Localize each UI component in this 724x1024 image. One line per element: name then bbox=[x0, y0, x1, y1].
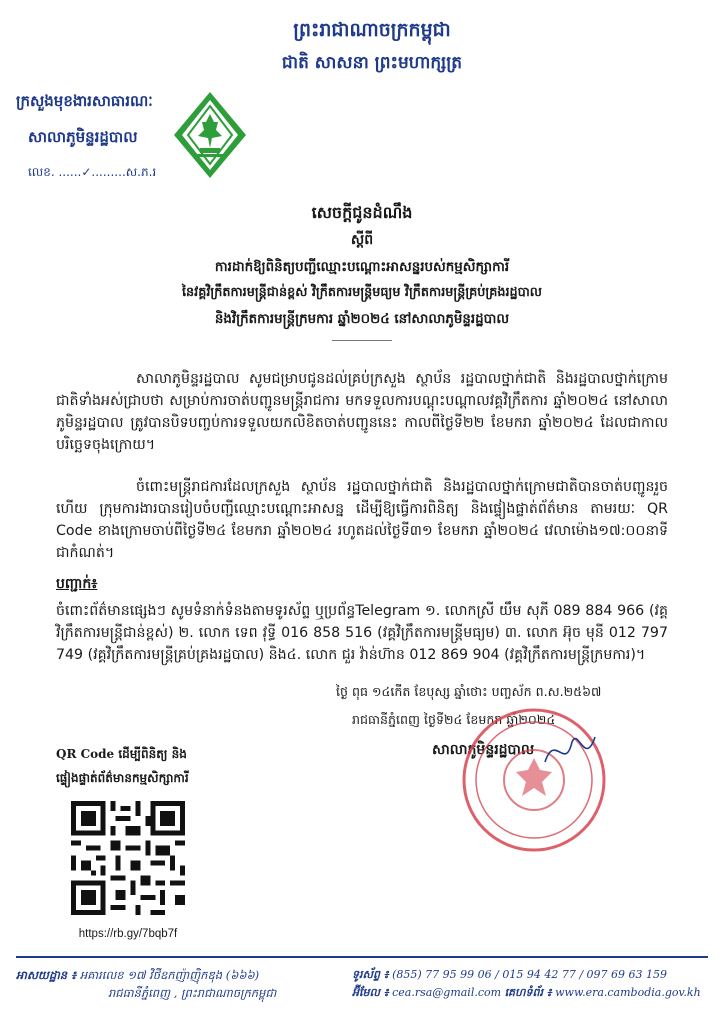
qr-code-image[interactable] bbox=[66, 796, 190, 920]
note-paragraph: ចំពោះព័ត៌មានផ្សេងៗ សូមទំនាក់ទំនងតាមទូរស័ព្ទ ឬប្រព័ន្ធTelegram ១. លោកស្រី យឹម សុភី 089 884 966 (វគ្គវិក្រឹតការមន្ត្រីជាន់ខ្ពស់) ២. លោក ទេព វុទ្ធី 016 858 516 (វគ្គវិក្រឹតការមន្ត្រីមធ្យម) ៣. លោក អ៊ុច មុនី 012 797 749 (វគ្គវិក្រឹតការមន្ត្រីគ្រប់គ្រងរដ្ឋបាល) និង៤. លោក ជួរ វ៉ាន់ហ៊ាន 012 869 904 (វគ្គវិក្រឹតការមន្ត្រីក្រមការ)។ bbox=[56, 603, 668, 663]
qr-url-link[interactable]: https://rb.gy/7bqb7f bbox=[78, 928, 178, 940]
email-link[interactable]: cea.rsa@gmail.com bbox=[392, 986, 502, 999]
kingdom-heading: ព្រះរាជាណាចក្រកម្ពុជា bbox=[293, 19, 451, 41]
website-link[interactable]: www.era.cambodia.gov.kh bbox=[555, 986, 701, 999]
school-logo bbox=[172, 90, 248, 180]
body-paragraph-1: សាលាភូមិន្ទរដ្ឋបាល សូមជម្រាបជូនដល់គ្រប់ក្រសួង ស្ថាប័ន រដ្ឋបាលថ្នាក់ជាតិ និងរដ្ឋបាលថ្នាក់ក្រោមជាតិទាំងអស់ជ្រាបថា សម្រាប់ការចាត់បញ្ជូនមន្ត្រីរាជការ មកទទួលការបណ្តុះបណ្តាលវគ្គវិក្រឹតការ ឆ្នាំ២០២៤ នៅសាលាភូមិន្ទរដ្ឋបាល ត្រូវបានបិទបញ្ចប់ការទទួលយកលិខិតចាត់បញ្ជូននេះ កាលពីថ្ងៃទី២២ ខែមករា ឆ្នាំ២០២៤ ដែលជាកាលបរិច្ឆេទចុងក្រោយ។ bbox=[56, 371, 668, 453]
notice-title: សេចក្តីជូនដំណឹង bbox=[311, 203, 413, 222]
notice-subject-line-1: ការដាក់ឱ្យពិនិត្យបញ្ជីឈ្មោះបណ្តោះអាសន្នរបស់កម្មសិក្សាការី bbox=[214, 259, 510, 275]
address-line-2: រាជធានីភ្នំពេញ , ព្រះរាជាណាចក្រកម្ពុជា bbox=[108, 986, 277, 1000]
body-paragraph-2: ចំពោះមន្ត្រីរាជការដែលក្រសួង ស្ថាប័ន រដ្ឋបាលថ្នាក់ជាតិ និងរដ្ឋបាលថ្នាក់ក្រោមជាតិបានចាត់បញ្ជូនរួចហើយ ក្រុមការងារបានរៀបចំបញ្ជីឈ្មោះបណ្តោះអាសន្ន ដើម្បីឱ្យធ្វើការពិនិត្យ និងផ្ទៀងផ្ទាត់ព័ត៌មាន តាមរយៈ QR Code ខាងក្រោមចាប់ពីថ្ងៃទី២៤ ខែមករា ឆ្នាំ២០២៤ រហូតដល់ថ្ងៃទី៣១ ខែមករា ឆ្នាំ២០២៤ វេលាម៉ោង១៧:០០នាទីជាកំណត់។ bbox=[56, 479, 668, 561]
phone-numbers: (855) 77 95 99 06 / 015 94 42 77 / 097 69 63 159 bbox=[392, 968, 667, 981]
lunar-date: ថ្ងៃ ពុធ ១៤កើត ខែបុស្ស ឆ្នាំថោះ បញ្ចស័ក ព.ស.២៥៦៧ bbox=[336, 684, 602, 699]
title-divider bbox=[332, 340, 392, 341]
handwritten-signature bbox=[540, 722, 600, 782]
notice-subject-label: ស្តីពី bbox=[350, 232, 374, 248]
footer-address bbox=[16, 966, 346, 1002]
footer-contacts bbox=[352, 966, 712, 1002]
school-name: សាលាភូមិន្ទរដ្ឋបាល bbox=[28, 128, 138, 146]
footer-divider bbox=[16, 956, 708, 958]
notice-subject-line-2: នៃវគ្គវិក្រឹតការមន្ត្រីជាន់ខ្ពស់ វិក្រឹតការមន្ត្រីមធ្យម វិក្រឹតការមន្ត្រីគ្រប់គ្រងរដ្ឋបាល bbox=[181, 285, 542, 300]
reference-number: លេខ. ......✓.........ស.ភ.រ bbox=[28, 165, 157, 179]
solar-date: រាជធានីភ្នំពេញ ថ្ងៃទី២៤ ខែមករា ឆ្នាំ២០២៤ bbox=[352, 712, 556, 727]
email-label: អ៊ីមែល ៖ bbox=[352, 986, 389, 999]
ministry-name: ក្រសួងមុខងារសាធារណៈ bbox=[16, 92, 153, 110]
notice-subject-line-3: និងវិក្រឹតការមន្ត្រីក្រមការ ឆ្នាំ២០២៤ នៅសាលាភូមិន្ទរដ្ឋបាល bbox=[214, 311, 510, 327]
signer-name: សាលាភូមិន្ទរដ្ឋបាល bbox=[432, 742, 535, 758]
website-label: គេហទំព័រ ៖ bbox=[504, 986, 552, 999]
qr-caption-line-1: QR Code ដើម្បីពិនិត្យ និង bbox=[56, 747, 187, 761]
note-heading: បញ្ជាក់៖ bbox=[56, 576, 98, 592]
address-line-1: អគារលេខ ១៧ វិថីឧកញ៉ាញ៉ិកឌុង (៦៦៦) bbox=[79, 968, 260, 982]
qr-caption-line-2: ផ្ទៀងផ្ទាត់ព័ត៌មានកម្មសិក្សាការី bbox=[56, 771, 189, 785]
phone-label: ទូរស័ព្ទ ៖ bbox=[352, 968, 389, 981]
motto-heading: ជាតិ សាសនា ព្រះមហាក្សត្រ bbox=[281, 53, 463, 73]
address-label: អាសយដ្ឋាន ៖ bbox=[16, 968, 77, 982]
